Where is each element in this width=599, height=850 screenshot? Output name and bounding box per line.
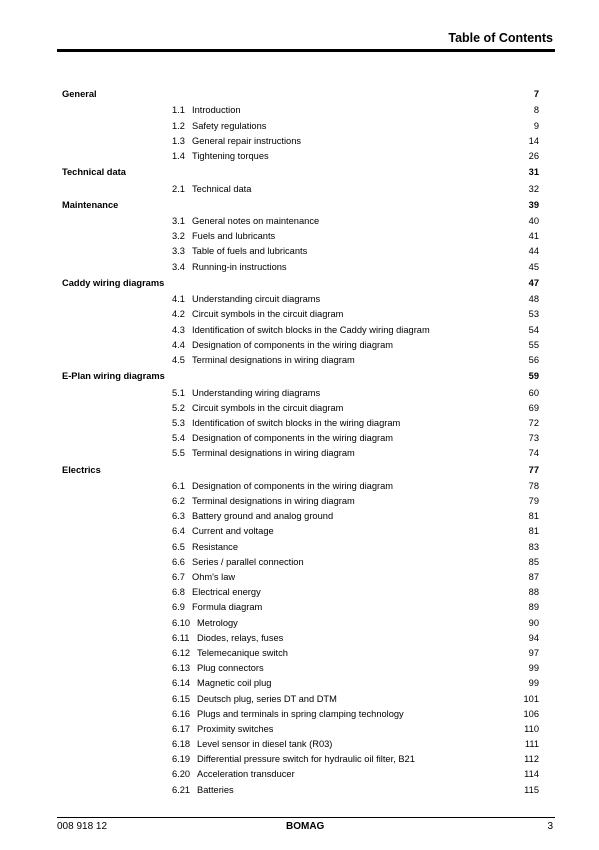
toc-page-number: 99: [528, 663, 539, 674]
toc-section-title: Batteries: [197, 784, 234, 795]
toc-section-row[interactable]: [62, 707, 539, 722]
toc-page-number: 81: [528, 526, 539, 537]
toc-section-title: Formula diagram: [192, 602, 263, 613]
toc-section-row[interactable]: [62, 338, 539, 353]
toc-page-number: 45: [528, 261, 539, 272]
toc-section-title: General notes on maintenance: [192, 216, 320, 227]
toc-section-row[interactable]: [62, 229, 539, 244]
toc-section-row[interactable]: [62, 416, 539, 431]
toc-page-number: 85: [528, 556, 539, 567]
toc-chapter-title: E-Plan wiring diagrams: [62, 371, 165, 382]
toc-page-number: 31: [528, 167, 539, 178]
toc-page-number: 53: [528, 309, 539, 320]
toc-section-number: 2.1: [172, 183, 185, 194]
toc-section-number: 6.3: [172, 511, 185, 522]
toc-section-number: 6.7: [172, 572, 185, 583]
toc-page-number: 112: [524, 754, 539, 765]
toc-page-number: 60: [528, 387, 539, 398]
footer-page-number: 3: [547, 821, 553, 832]
toc-section-number: 5.1: [172, 387, 185, 398]
toc-chapter-row[interactable]: [62, 368, 539, 385]
toc-section-title: Table of fuels and lubricants: [192, 246, 308, 257]
toc-section-number: 6.9: [172, 602, 185, 613]
toc-section-title: Battery ground and analog ground: [192, 511, 334, 522]
toc-section-title: Terminal designations in wiring diagram: [192, 496, 355, 507]
toc-page-number: 110: [524, 723, 539, 734]
toc-section-title: Designation of components in the wiring diagram: [192, 433, 394, 444]
toc-section-number: 6.20: [172, 769, 191, 780]
toc-page-number: 26: [528, 150, 539, 161]
toc-section-number: 4.2: [172, 309, 185, 320]
toc-section-number: 6.1: [172, 480, 185, 491]
toc-section-title: Series / parallel connection: [192, 556, 304, 567]
toc-section-number: 6.19: [172, 754, 191, 765]
footer-brand: BOMAG: [286, 821, 325, 832]
toc-page-number: 47: [528, 277, 539, 288]
toc-section-number: 5.3: [172, 417, 185, 428]
page-header-title: Table of Contents: [448, 31, 553, 45]
toc-section-number: 6.21: [172, 784, 191, 795]
toc-page-number: 77: [528, 464, 539, 475]
toc-section-title: Fuels and lubricants: [192, 231, 276, 242]
toc-page-number: 48: [528, 294, 539, 305]
toc-section-title: Identification of switch blocks in the wiring diagram: [192, 417, 401, 428]
toc-section-number: 1.1: [172, 105, 185, 116]
toc-page-number: 44: [528, 246, 539, 257]
toc-section-row[interactable]: [62, 494, 539, 509]
toc-page-number: 73: [528, 433, 539, 444]
toc-page-number: 115: [524, 784, 539, 795]
toc-section-row[interactable]: [62, 353, 539, 368]
toc-section-number: 6.10: [172, 617, 191, 628]
toc-section-title: Terminal designations in wiring diagram: [192, 355, 355, 365]
toc-section-row[interactable]: [62, 616, 539, 631]
toc-section-number: 3.2: [172, 231, 185, 242]
toc-section-row[interactable]: [62, 722, 539, 737]
toc-section-row[interactable]: [62, 446, 539, 461]
toc-section-title: Ohm's law: [192, 572, 236, 583]
toc-section-number: 6.15: [172, 693, 191, 704]
toc-section-number: 1.2: [172, 120, 185, 131]
toc-page-number: 87: [528, 572, 539, 583]
toc-page-number: 7: [533, 89, 539, 99]
toc-page-number: 90: [528, 617, 539, 628]
toc-chapter-row[interactable]: [62, 164, 539, 181]
toc-section-row[interactable]: [62, 307, 539, 322]
toc-page-number: 40: [528, 216, 539, 227]
toc-section-row[interactable]: [62, 555, 539, 570]
toc-page-number: 97: [528, 647, 539, 658]
toc-section-number: 6.6: [172, 556, 185, 567]
toc-section-number: 6.14: [172, 678, 191, 689]
toc-page-number: 32: [528, 183, 539, 194]
toc-section-number: 6.18: [172, 739, 191, 750]
toc-section-row[interactable]: [62, 631, 539, 646]
toc-chapter-row[interactable]: [62, 275, 539, 292]
toc-section-title: Safety regulations: [192, 120, 267, 131]
toc-section-row[interactable]: [62, 244, 539, 259]
toc-section-title: Differential pressure switch for hydraulic oil filter, B21: [197, 754, 415, 765]
toc-page-number: 106: [523, 708, 539, 719]
toc-page-number: 54: [528, 324, 539, 335]
toc-chapter-row[interactable]: [62, 197, 539, 214]
toc-section-title: Introduction: [192, 105, 241, 116]
toc-section-number: 6.2: [172, 496, 185, 507]
toc-chapter-row[interactable]: [62, 86, 539, 103]
toc-page-number: 88: [528, 587, 539, 598]
toc-section-title: General repair instructions: [192, 135, 302, 146]
toc-section-number: 3.3: [172, 246, 185, 257]
toc-section-title: Tightening torques: [192, 150, 269, 161]
toc-section-title: Magnetic coil plug: [197, 678, 272, 689]
toc-section-row[interactable]: [62, 570, 539, 585]
toc-section-number: 1.4: [172, 150, 185, 161]
toc-page-number: 111: [524, 739, 539, 750]
toc-section-row[interactable]: [62, 323, 539, 338]
toc-section-number: 4.3: [172, 324, 185, 335]
toc-section-row[interactable]: [62, 479, 539, 494]
toc-section-number: 3.4: [172, 261, 185, 272]
toc-page-number: 83: [528, 541, 539, 552]
toc-page-number: 55: [528, 339, 539, 350]
footer-doc-number: 008 918 12: [57, 821, 108, 832]
toc-section-row[interactable]: [62, 182, 539, 197]
toc-section-title: Current and voltage: [192, 526, 274, 537]
toc-section-title: Designation of components in the wiring diagram: [192, 480, 394, 491]
toc-section-title: Deutsch plug, series DT and DTM: [197, 693, 337, 704]
toc-page-number: 9: [533, 120, 539, 131]
toc-section-row[interactable]: [62, 600, 539, 615]
table-of-contents: [62, 86, 539, 798]
toc-section-number: 6.11: [172, 632, 190, 643]
toc-page-number: 78: [528, 480, 539, 491]
toc-page-number: 101: [523, 693, 539, 704]
toc-section-number: 6.12: [172, 647, 191, 658]
toc-page-number: 41: [528, 231, 539, 242]
toc-section-number: 6.16: [172, 708, 191, 719]
toc-page-number: 72: [528, 417, 539, 428]
header-rule: [57, 49, 555, 52]
toc-page-number: 89: [528, 602, 539, 613]
toc-section-row[interactable]: [62, 585, 539, 600]
toc-section-row[interactable]: [62, 103, 539, 118]
toc-section-row[interactable]: [62, 260, 539, 275]
toc-page-number: 74: [528, 448, 539, 459]
toc-section-row[interactable]: [62, 767, 539, 782]
toc-page-number: 94: [528, 632, 539, 643]
toc-section-number: 1.3: [172, 135, 185, 146]
toc-chapter-title: Electrics: [62, 464, 101, 475]
footer-rule: [57, 817, 555, 818]
toc-section-number: 3.1: [172, 216, 185, 227]
toc-section-title: Circuit symbols in the circuit diagram: [192, 402, 344, 413]
toc-page-number: 79: [528, 496, 539, 507]
toc-section-title: Level sensor in diesel tank (R03): [197, 739, 333, 750]
toc-section-row[interactable]: [62, 692, 539, 707]
toc-section-title: Proximity switches: [197, 723, 274, 734]
toc-page-number: 56: [528, 355, 539, 365]
toc-chapter-row[interactable]: [62, 462, 539, 479]
toc-section-row[interactable]: [62, 431, 539, 446]
toc-section-row[interactable]: [62, 540, 539, 555]
toc-section-row[interactable]: [62, 509, 539, 524]
toc-page-number: 39: [528, 199, 539, 210]
toc-section-row[interactable]: [62, 524, 539, 539]
toc-page-number: 114: [524, 769, 539, 780]
toc-page-number: 14: [528, 135, 539, 146]
toc-section-number: 4.1: [172, 294, 185, 305]
toc-section-number: 4.4: [172, 339, 185, 350]
toc-section-title: Technical data: [192, 183, 252, 194]
toc-chapter-title: General: [62, 89, 97, 99]
toc-chapter-title: Maintenance: [62, 199, 119, 210]
toc-section-number: 6.5: [172, 541, 185, 552]
toc-page-number: 81: [528, 511, 539, 522]
toc-section-row[interactable]: [62, 783, 539, 798]
toc-section-number: 5.4: [172, 433, 185, 444]
toc-section-number: 5.2: [172, 402, 185, 413]
toc-section-title: Terminal designations in wiring diagram: [192, 448, 355, 459]
toc-section-row[interactable]: [62, 646, 539, 661]
toc-section-number: 6.17: [172, 723, 191, 734]
toc-page-number: 99: [528, 678, 539, 689]
toc-section-title: Resistance: [192, 541, 238, 552]
toc-section-title: Acceleration transducer: [197, 769, 295, 780]
toc-section-row[interactable]: [62, 752, 539, 767]
toc-section-row[interactable]: [62, 119, 539, 134]
toc-section-number: 6.13: [172, 663, 191, 674]
toc-section-title: Diodes, relays, fuses: [197, 632, 284, 643]
toc-section-number: 5.5: [172, 448, 185, 459]
toc-section-row[interactable]: [62, 737, 539, 752]
toc-section-number: 6.4: [172, 526, 185, 537]
toc-section-title: Plugs and terminals in spring clamping technology: [197, 708, 404, 719]
toc-section-row[interactable]: [62, 401, 539, 416]
toc-section-row[interactable]: [62, 149, 539, 164]
toc-section-number: 4.5: [172, 355, 185, 365]
toc-section-title: Identification of switch blocks in the Caddy wiring diagram: [192, 324, 430, 335]
toc-chapter-title: Caddy wiring diagrams: [62, 277, 165, 288]
toc-section-title: Understanding circuit diagrams: [192, 294, 321, 305]
toc-section-row[interactable]: [62, 134, 539, 149]
toc-section-title: Metrology: [197, 617, 238, 628]
toc-chapter-title: Technical data: [62, 167, 126, 178]
toc-section-title: Electrical energy: [192, 587, 261, 598]
toc-section-row[interactable]: [62, 676, 539, 691]
toc-section-title: Designation of components in the wiring diagram: [192, 339, 394, 350]
toc-page-number: 69: [528, 402, 539, 413]
toc-section-number: 6.8: [172, 587, 185, 598]
toc-section-row[interactable]: [62, 386, 539, 401]
toc-section-row[interactable]: [62, 214, 539, 229]
toc-page-number: 8: [533, 105, 539, 116]
toc-section-title: Telemecanique switch: [197, 647, 288, 658]
toc-section-title: Plug connectors: [197, 663, 264, 674]
toc-page-number: 59: [528, 371, 539, 382]
toc-section-row[interactable]: [62, 661, 539, 676]
toc-section-row[interactable]: [62, 292, 539, 307]
toc-section-title: Running-in instructions: [192, 261, 287, 272]
toc-section-title: Circuit symbols in the circuit diagram: [192, 309, 344, 320]
toc-section-title: Understanding wiring diagrams: [192, 387, 321, 398]
